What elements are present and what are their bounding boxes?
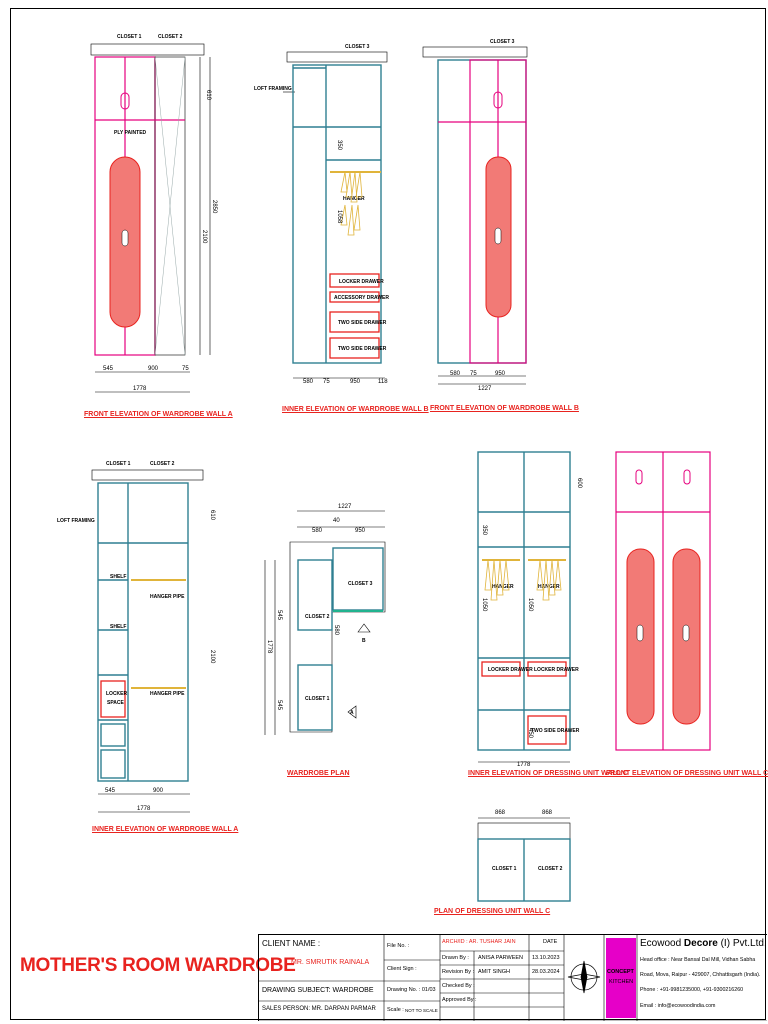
dim: 1778 bbox=[517, 762, 531, 768]
date-label: DATE bbox=[543, 939, 558, 945]
revision-label: Revision By : bbox=[442, 969, 475, 975]
dim: 1227 bbox=[338, 504, 352, 510]
dim: 1778 bbox=[133, 386, 147, 392]
caption-inner-dressing-c: INNER ELEVATION OF DRESSING UNIT WALL C bbox=[468, 770, 628, 777]
drawing-subject: DRAWING SUBJECT: WARDROBE bbox=[262, 987, 374, 994]
client-name-label: CLIENT NAME : bbox=[262, 939, 321, 948]
dim: 1227 bbox=[478, 386, 492, 392]
dim: 580 bbox=[312, 528, 323, 534]
title-block bbox=[258, 934, 767, 1021]
closet1-label: CLOSET 1 bbox=[492, 866, 517, 872]
head-office: Head office : Near Bansal Dal Mill, Vidhan Sabha bbox=[640, 957, 756, 963]
address: Road, Mova, Raipur - 429007, Chhattisgarh (India). bbox=[640, 972, 761, 978]
closet1-label: CLOSET 1 bbox=[117, 34, 142, 40]
dim: 600 bbox=[576, 478, 582, 489]
revision-date: 28.03.2024 bbox=[532, 969, 560, 975]
client-sign-label: Client Sign : bbox=[387, 966, 417, 972]
closet2-label: CLOSET 2 bbox=[538, 866, 563, 872]
closet1-label: CLOSET 1 bbox=[305, 696, 330, 702]
dim: 1050 bbox=[481, 598, 487, 612]
space-label: SPACE bbox=[107, 700, 124, 706]
hanger-pipe-label: HANGER PIPE bbox=[150, 691, 185, 697]
dim: 868 bbox=[542, 810, 553, 816]
inner-elevation-dressing-c bbox=[478, 452, 582, 768]
b-mark: B bbox=[362, 638, 366, 644]
a-mark: A bbox=[350, 710, 354, 716]
scale-value: NOT TO SCALE bbox=[405, 1008, 438, 1013]
hanger-label: HANGER bbox=[343, 196, 365, 202]
closet1-label: CLOSET 1 bbox=[106, 461, 131, 467]
caption-front-dressing-c: FRONT ELEVATION OF DRESSING UNIT WALL C bbox=[606, 770, 768, 777]
company-name bbox=[640, 938, 767, 949]
drawn-by-label: Drawn By : bbox=[442, 955, 469, 961]
company-name-c: (I) Pvt.Ltd. bbox=[717, 938, 767, 949]
company-name-a: Ecowood bbox=[640, 938, 684, 949]
dim: 2100 bbox=[201, 230, 207, 244]
drawn-date: 13.10.2023 bbox=[532, 955, 560, 961]
client-name: MR. SMRUTIK RAINALA bbox=[291, 959, 370, 966]
two-side-drawer-label: TWO SIDE DRAWER bbox=[338, 346, 387, 352]
compass-icon bbox=[568, 961, 600, 993]
plan-dressing-c bbox=[478, 810, 570, 901]
accessory-drawer-label: ACCESSORY DRAWER bbox=[334, 295, 390, 301]
hanger-pipe-label: HANGER PIPE bbox=[150, 594, 185, 600]
loft-label: LOFT FRAMING bbox=[254, 86, 292, 92]
dim: 75 bbox=[470, 371, 477, 377]
dim: 950 bbox=[355, 528, 366, 534]
closet3-label: CLOSET 3 bbox=[348, 581, 373, 587]
checked-by-label: Checked By : bbox=[442, 983, 475, 989]
dim: 1778 bbox=[266, 640, 272, 654]
dim: 580 bbox=[450, 371, 461, 377]
dim: 2100 bbox=[209, 650, 215, 664]
drawn-by: ANISA PARWEEN bbox=[478, 955, 524, 961]
shelf-label: SHELF bbox=[110, 574, 127, 580]
caption-inner-wall-a: INNER ELEVATION OF WARDROBE WALL A bbox=[92, 826, 239, 833]
caption-inner-wall-b: INNER ELEVATION OF WARDROBE WALL B bbox=[282, 406, 429, 413]
dim: 610 bbox=[209, 510, 215, 521]
shelf-label: SHELF bbox=[110, 624, 127, 630]
caption-wardrobe-plan: WARDROBE PLAN bbox=[287, 770, 350, 777]
closet2-label: CLOSET 2 bbox=[305, 614, 330, 620]
two-side-drawer-label: TWO SIDE DRAWER bbox=[531, 728, 580, 734]
locker-drawer-label: LOCKER DRAWER bbox=[488, 667, 533, 673]
dim: 75 bbox=[323, 379, 330, 385]
front-elevation-wall-a bbox=[91, 34, 217, 392]
company-name-b: Decore bbox=[683, 938, 718, 949]
dim: 40 bbox=[333, 518, 340, 524]
dim: 1058 bbox=[336, 210, 342, 224]
sheet-title: MOTHER'S ROOM WARDROBE bbox=[20, 955, 296, 976]
kitchen-label: KITCHEN bbox=[609, 979, 634, 985]
arch-id: ARCH/ID : AR. TUSHAR JAIN bbox=[442, 939, 516, 945]
locker-label: LOCKER bbox=[106, 691, 128, 697]
dim: 950 bbox=[350, 379, 361, 385]
scale-label: Scale : bbox=[387, 1007, 404, 1013]
closet3-label: CLOSET 3 bbox=[345, 44, 370, 50]
wardrobe-plan bbox=[265, 504, 385, 735]
locker-drawer-label: LOCKER DRAWER bbox=[534, 667, 579, 673]
closet2-label: CLOSET 2 bbox=[150, 461, 175, 467]
sales-person: SALES PERSON: MR. DARPAN PARMAR bbox=[262, 1006, 376, 1012]
dim: 2850 bbox=[211, 200, 217, 214]
closet3-label: CLOSET 3 bbox=[490, 39, 515, 45]
front-elevation-dressing-c bbox=[616, 452, 710, 750]
drawing-no: Drawing No. : 01/03 bbox=[387, 987, 436, 993]
dim: 545 bbox=[103, 366, 114, 372]
approved-by-label: Approved By : bbox=[442, 997, 477, 1003]
inner-elevation-wall-b bbox=[254, 44, 389, 385]
dim: 900 bbox=[153, 788, 164, 794]
revision-by: AMIT SINGH bbox=[478, 969, 510, 975]
dim: 75 bbox=[182, 366, 189, 372]
dim: 900 bbox=[148, 366, 159, 372]
caption-front-wall-b: FRONT ELEVATION OF WARDROBE WALL B bbox=[430, 405, 579, 412]
dim: 545 bbox=[276, 700, 282, 711]
closet2-label: CLOSET 2 bbox=[158, 34, 183, 40]
file-no-label: File No. : bbox=[387, 943, 410, 949]
concept-label: CONCEPT bbox=[607, 969, 634, 975]
two-side-drawer-label: TWO SIDE DRAWER bbox=[338, 320, 387, 326]
dim: 950 bbox=[495, 371, 506, 377]
caption-plan-dressing-c: PLAN OF DRESSING UNIT WALL C bbox=[434, 908, 551, 915]
dim: 580 bbox=[333, 625, 339, 636]
dim: 350 bbox=[481, 525, 487, 536]
loft-label: LOFT FRAMING bbox=[57, 518, 95, 524]
ply-label: PLY PAINTED bbox=[114, 130, 147, 136]
dim: 580 bbox=[303, 379, 314, 385]
dim: 118 bbox=[378, 379, 388, 385]
email: Email : info@ecowoodindia.com bbox=[640, 1003, 716, 1009]
dim: 868 bbox=[495, 810, 506, 816]
hanger-label: HANGER bbox=[492, 584, 514, 590]
dim: 1050 bbox=[527, 598, 533, 612]
dim: 350 bbox=[336, 140, 342, 151]
locker-drawer-label: LOCKER DRAWER bbox=[339, 279, 384, 285]
dim: 450 bbox=[527, 728, 533, 739]
dim: 1778 bbox=[137, 806, 151, 812]
dim: 545 bbox=[105, 788, 116, 794]
dim: 545 bbox=[276, 610, 282, 621]
phone: Phone : +91-9981235000, +91-9300216260 bbox=[640, 987, 744, 993]
inner-elevation-wall-a bbox=[57, 461, 215, 812]
hanger-label: HANGER bbox=[538, 584, 560, 590]
dim: 610 bbox=[205, 90, 211, 101]
front-elevation-wall-b bbox=[423, 39, 527, 392]
caption-front-wall-a: FRONT ELEVATION OF WARDROBE WALL A bbox=[84, 411, 233, 418]
